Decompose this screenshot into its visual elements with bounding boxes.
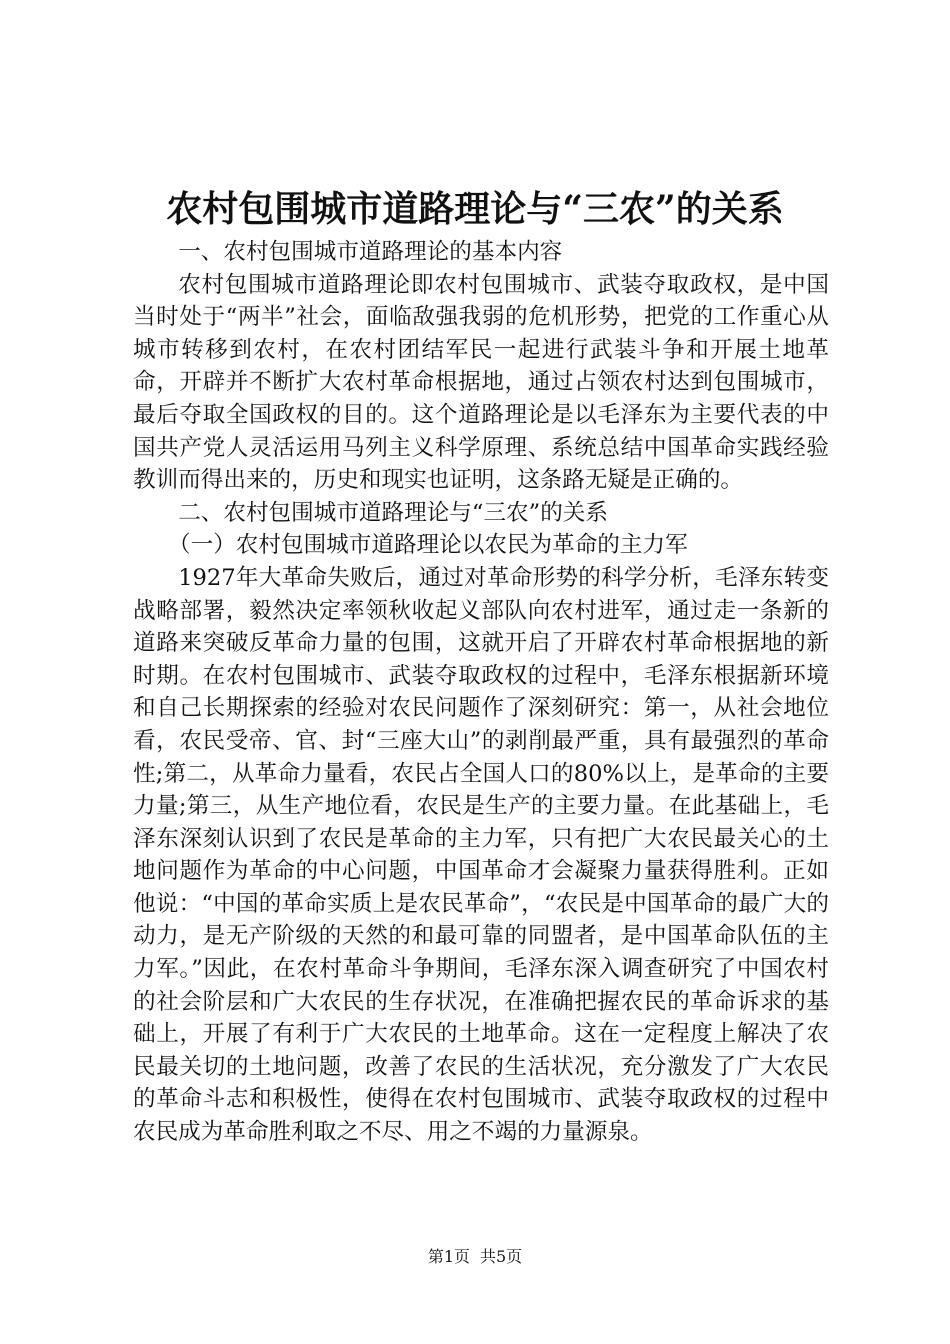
document-body <box>133 236 829 1149</box>
page-number-current: 第1页 <box>427 1247 470 1266</box>
section-2-subheading-1: （一）农村包围城市道路理论以农民为革命的主力军 <box>168 532 688 559</box>
section-1-heading: 一、农村包围城市道路理论的基本内容 <box>178 239 563 265</box>
section-1-paragraph: 农村包围城市道路理论即农村包围城市、武装夺取政权，是中国当时处于“两半”社会，面临敌强我弱的危机形势，把党的工作重心从城市转移到农村，在农村团结军民一起进行武装斗争和开展土地革命，开辟并不断扩大农村革命根据地，通过占领农村达到包围城市，最后夺取全国政权的目的。这个道路理论是以毛泽东为主要代表的中国共产党人灵活运用马列主义科学原理、系统总结中国革命实践经验教训而得出来的，历史和现实也证明，这条路无疑是正确的。 <box>133 271 829 494</box>
section-2-heading: 二、农村包围城市道路理论与“三农”的关系 <box>178 499 608 526</box>
page-number-total: 共5页 <box>480 1247 523 1266</box>
page-footer <box>0 1246 950 1268</box>
section-2-paragraph-1: 1927年大革命失败后，通过对革命形势的科学分析，毛泽东转变战略部署，毅然决定率领秋收起义部队向农村进军，通过走一条新的道路来突破反革命力量的包围，这就开启了开辟农村革命根据地的新时期。在农村包围城市、武装夺取政权的过程中，毛泽东根据新环境和自己长期探索的经验对农民问题作了深刻研究：第一，从社会地位看，农民受帝、官、封“三座大山”的剥削最严重，具有最强烈的革命性;第二，从革命力量看，农民占全国人口的80%以上，是革命的主要力量;第三，从生产地位看，农民是生产的主要力量。在此基础上，毛泽东深刻认识到了农民是革命的主力军，只有把广大农民最关心的土地问题作为革命的中心问题，中国革命才会凝聚力量获得胜利。正如他说：“中国的革命实质上是农民革命”，“农民是中国革命的最广大的动力，是无产阶级的天然的和最可靠的同盟者，是中国革命队伍的主力军。”因此，在农村革命斗争期间，毛泽东深入调查研究了中国农村的社会阶层和广大农民的生存状况，在准确把握农民的革命诉求的基础上，开展了有利于广大农民的土地革命。这在一定程度上解决了农民最关切的土地问题，改善了农民的生活状况，充分激发了广大农民的革命斗志和积极性，使得在农村包围城市、武装夺取政权的过程中农民成为革命胜利取之不尽、用之不竭的力量源泉。 <box>133 564 829 1146</box>
document-title: 农村包围城市道路理论与“三农”的关系 <box>166 188 784 230</box>
